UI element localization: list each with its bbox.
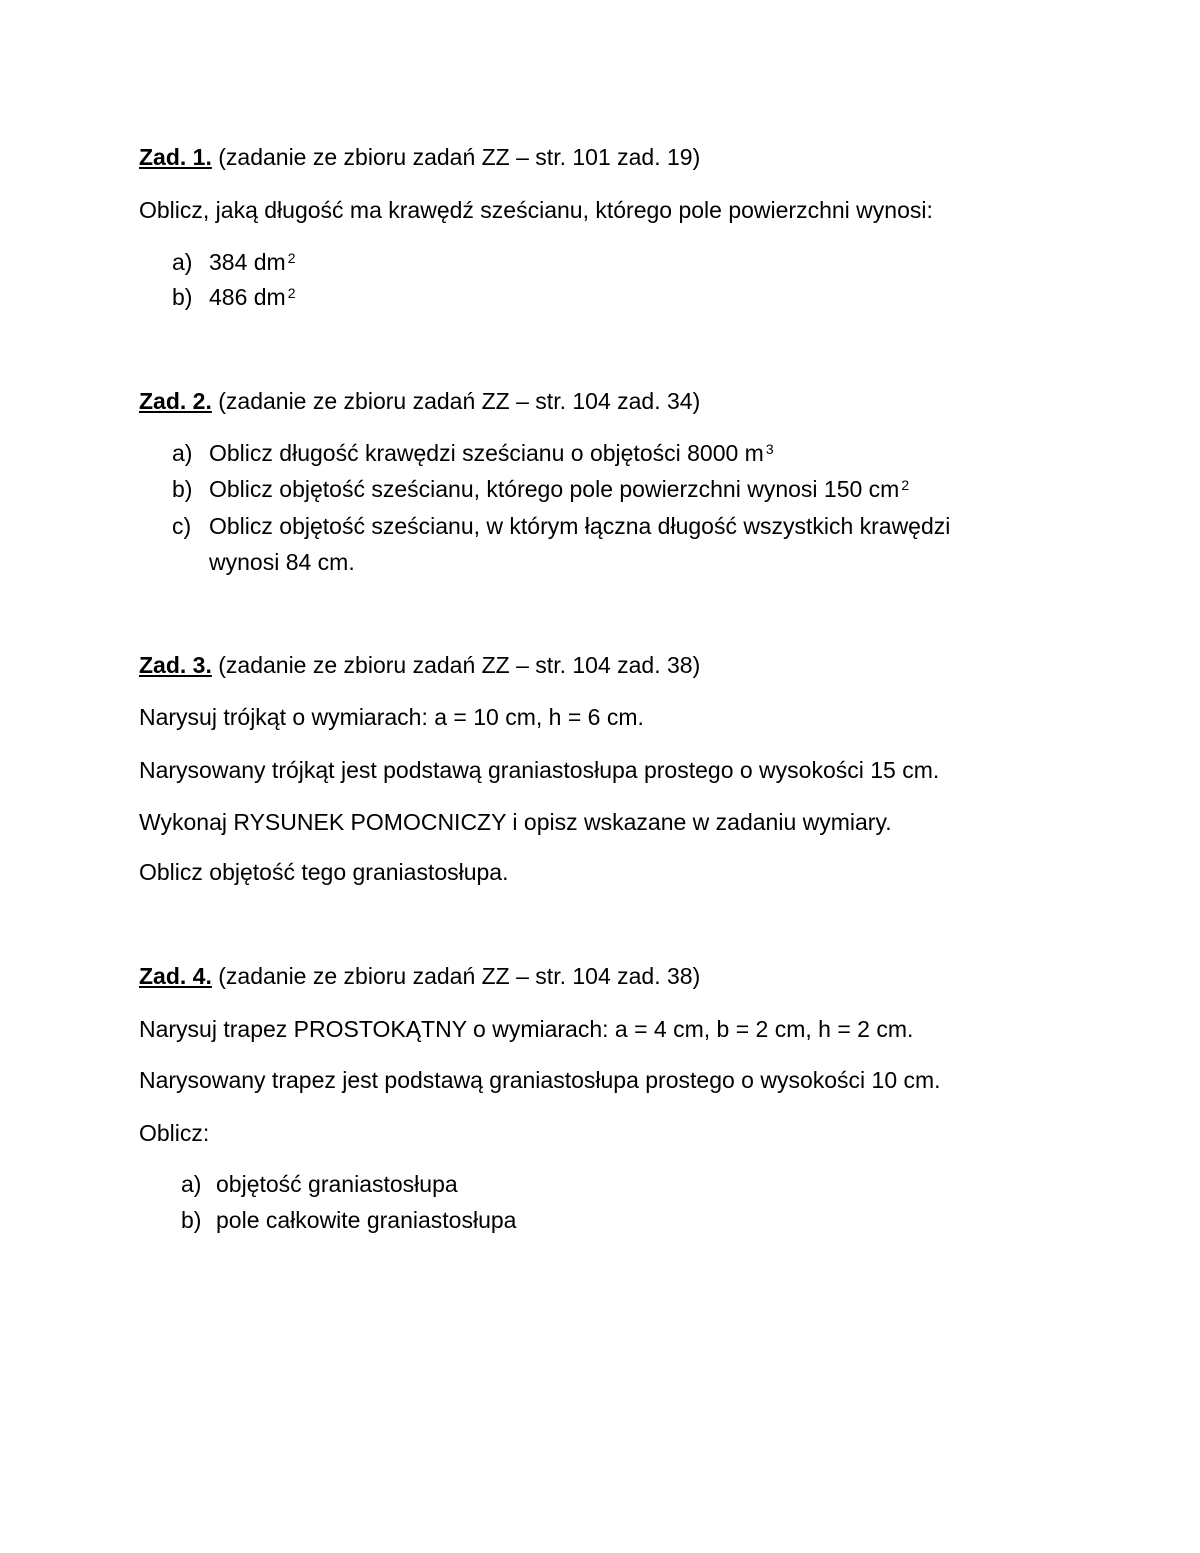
task-2-heading [139,386,700,416]
task-2-item-c-continuation: wynosi 84 cm. [209,549,355,575]
list-item-text: pole całkowite graniastosłupa [216,1207,517,1233]
list-marker: b) [172,476,193,502]
list-item-text: 486 dm [209,284,286,310]
list-marker: a) [172,440,193,466]
list-marker: b) [181,1207,202,1233]
superscript: 2 [287,250,296,266]
task-3-source: (zadanie ze zbioru zadań ZZ – str. 104 zad. 38) [211,652,701,678]
list-marker: a) [172,249,193,275]
list-item-text: Oblicz objętość sześcianu, którego pole powierzchni wynosi 150 cm [209,476,900,502]
superscript: 2 [901,477,910,493]
task-3-line-4: Oblicz objętość tego graniastosłupa. [139,859,509,885]
list-marker: c) [172,513,192,539]
task-4-label: Zad. 4. [139,963,212,989]
task-3-label: Zad. 3. [139,652,212,678]
task-4-line-2: Narysowany trapez jest podstawą graniastosłupa prostego o wysokości 10 cm. [139,1067,941,1093]
task-3-heading [139,650,700,680]
list-item-text: Oblicz długość krawędzi sześcianu o objętości 8000 m [209,440,764,466]
list-marker: b) [172,284,193,310]
list-item-text: 384 dm [209,249,286,275]
list-item-text: objętość graniastosłupa [216,1171,458,1197]
task-4-line-1: Narysuj trapez PROSTOKĄTNY o wymiarach: a = 4 cm, b = 2 cm, h = 2 cm. [139,1016,914,1042]
task-4-heading [139,961,700,991]
task-3-line-3: Wykonaj RYSUNEK POMOCNICZY i opisz wskazane w zadaniu wymiary. [139,809,892,835]
list-marker: a) [181,1171,202,1197]
task-1-label: Zad. 1. [139,144,212,170]
task-4-line-3: Oblicz: [139,1120,210,1146]
list-item-text: Oblicz objętość sześcianu, w którym łączna długość wszystkich krawędzi [209,513,951,539]
superscript: 3 [765,441,774,457]
task-1-heading [139,142,700,172]
task-2-source: (zadanie ze zbioru zadań ZZ – str. 104 zad. 34) [211,388,701,414]
task-3-line-1: Narysuj trójkąt o wymiarach: a = 10 cm, h = 6 cm. [139,704,644,730]
task-1-instruction: Oblicz, jaką długość ma krawędź sześcianu, którego pole powierzchni wynosi: [139,197,933,223]
task-2-label: Zad. 2. [139,388,212,414]
task-4-source: (zadanie ze zbioru zadań ZZ – str. 104 zad. 38) [211,963,701,989]
superscript: 2 [287,285,296,301]
task-1-source: (zadanie ze zbioru zadań ZZ – str. 101 zad. 19) [211,144,701,170]
task-3-line-2: Narysowany trójkąt jest podstawą graniastosłupa prostego o wysokości 15 cm. [139,757,940,783]
